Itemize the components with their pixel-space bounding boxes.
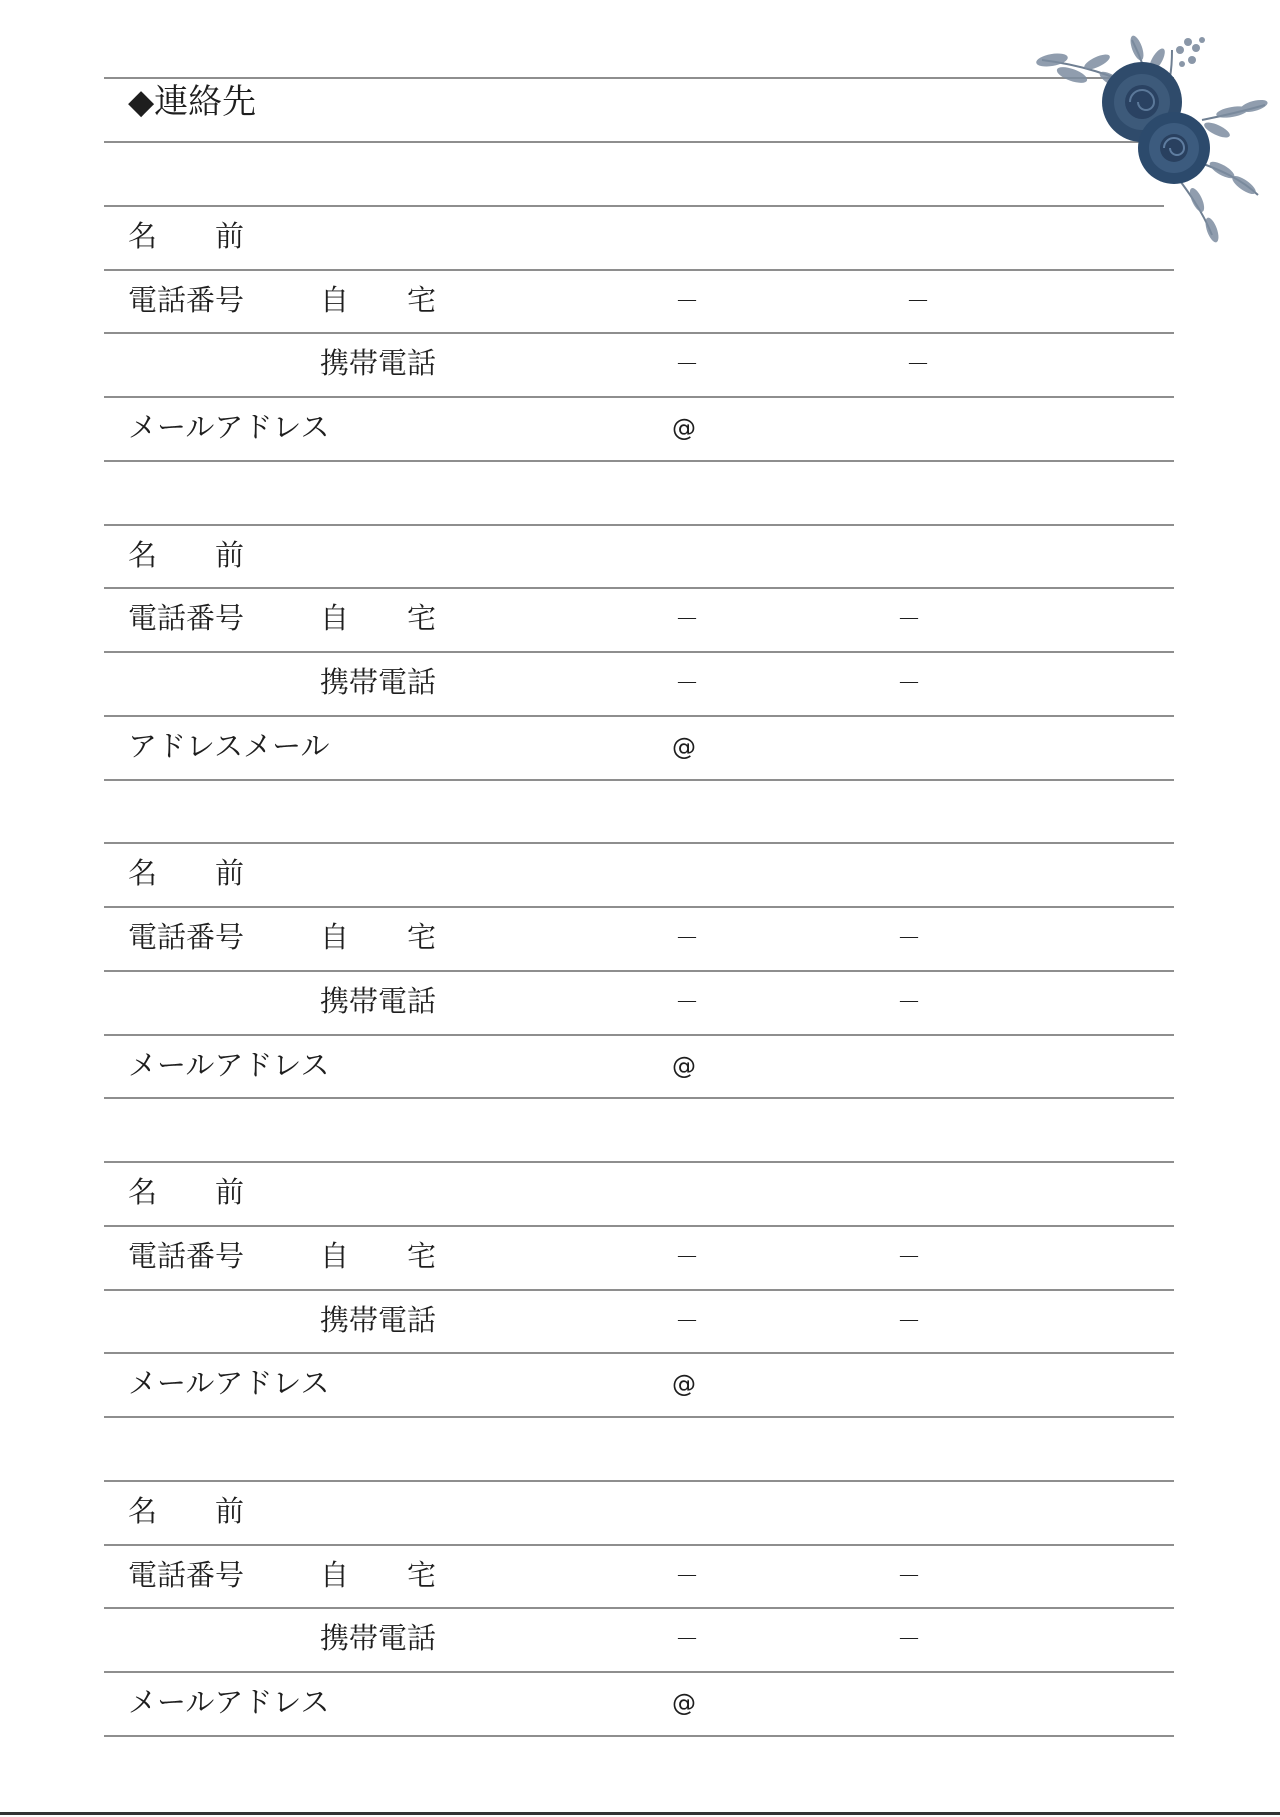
row-line (104, 651, 1174, 653)
name-label: 名 前 (128, 856, 245, 890)
name-label: 名 前 (128, 1494, 245, 1528)
mobile-dash-2: － (897, 1307, 921, 1335)
home-dash-1: － (675, 287, 699, 315)
row-line (104, 715, 1174, 717)
row-line (104, 906, 1174, 908)
home-label: 自 宅 (320, 601, 437, 635)
mobile-dash-1: － (675, 669, 699, 697)
home-label: 自 宅 (320, 1558, 437, 1592)
mobile-label: 携帯電話 (320, 665, 437, 699)
row-line (104, 1161, 1174, 1163)
home-dash-1: － (675, 1243, 699, 1271)
email-label: メールアドレス (128, 1685, 330, 1719)
mobile-label: 携帯電話 (320, 346, 437, 380)
home-dash-2: － (897, 1562, 921, 1590)
phone-label: 電話番号 (128, 601, 245, 635)
row-line (104, 1416, 1174, 1418)
email-label: メールアドレス (128, 410, 330, 444)
row-line (104, 1034, 1174, 1036)
row-line (104, 1225, 1174, 1227)
email-label: メールアドレス (128, 1366, 330, 1400)
name-label: 名 前 (128, 538, 245, 572)
mobile-dash-1: － (675, 1307, 699, 1335)
title-top-line (104, 77, 1174, 79)
home-dash-1: － (675, 1562, 699, 1590)
mobile-dash-2: － (897, 669, 921, 697)
row-line (104, 332, 1174, 334)
mobile-dash-1: － (675, 988, 699, 1016)
mobile-dash-1: － (675, 350, 699, 378)
row-line (104, 396, 1174, 398)
blue-rose-bouquet-icon (1022, 20, 1280, 260)
row-line (104, 1671, 1174, 1673)
home-dash-1: － (675, 924, 699, 952)
email-at: @ (672, 414, 696, 442)
row-line (104, 205, 1164, 207)
home-dash-1: － (675, 605, 699, 633)
mobile-dash-1: － (675, 1625, 699, 1653)
row-line (104, 1735, 1174, 1737)
home-dash-2: － (906, 287, 930, 315)
row-line (104, 1097, 1174, 1099)
phone-label: 電話番号 (128, 920, 245, 954)
phone-label: 電話番号 (128, 1239, 245, 1273)
mobile-label: 携帯電話 (320, 1303, 437, 1337)
row-line (104, 269, 1174, 271)
email-label: アドレスメール (128, 729, 330, 763)
row-line (104, 842, 1174, 844)
home-dash-2: － (897, 924, 921, 952)
email-at: @ (672, 733, 696, 761)
row-line (104, 1544, 1174, 1546)
row-line (104, 524, 1174, 526)
home-dash-2: － (897, 1243, 921, 1271)
title-bottom-line (104, 141, 1174, 143)
row-line (104, 460, 1174, 462)
home-label: 自 宅 (320, 920, 437, 954)
name-label: 名 前 (128, 1175, 245, 1209)
email-label: メールアドレス (128, 1048, 330, 1082)
row-line (104, 587, 1174, 589)
mobile-dash-2: － (906, 350, 930, 378)
row-line (104, 779, 1174, 781)
page-bottom-border (0, 1812, 1280, 1815)
phone-label: 電話番号 (128, 1558, 245, 1592)
mobile-dash-2: － (897, 1625, 921, 1653)
home-dash-2: － (897, 605, 921, 633)
home-label: 自 宅 (320, 283, 437, 317)
mobile-label: 携帯電話 (320, 984, 437, 1018)
row-line (104, 1480, 1174, 1482)
mobile-label: 携帯電話 (320, 1621, 437, 1655)
email-at: @ (672, 1052, 696, 1080)
page-title: ◆連絡先 (128, 82, 257, 122)
row-line (104, 1352, 1174, 1354)
row-line (104, 1289, 1174, 1291)
name-label: 名 前 (128, 219, 245, 253)
phone-label: 電話番号 (128, 283, 245, 317)
home-label: 自 宅 (320, 1239, 437, 1273)
row-line (104, 970, 1174, 972)
email-at: @ (672, 1370, 696, 1398)
row-line (104, 1607, 1174, 1609)
mobile-dash-2: － (897, 988, 921, 1016)
email-at: @ (672, 1689, 696, 1717)
